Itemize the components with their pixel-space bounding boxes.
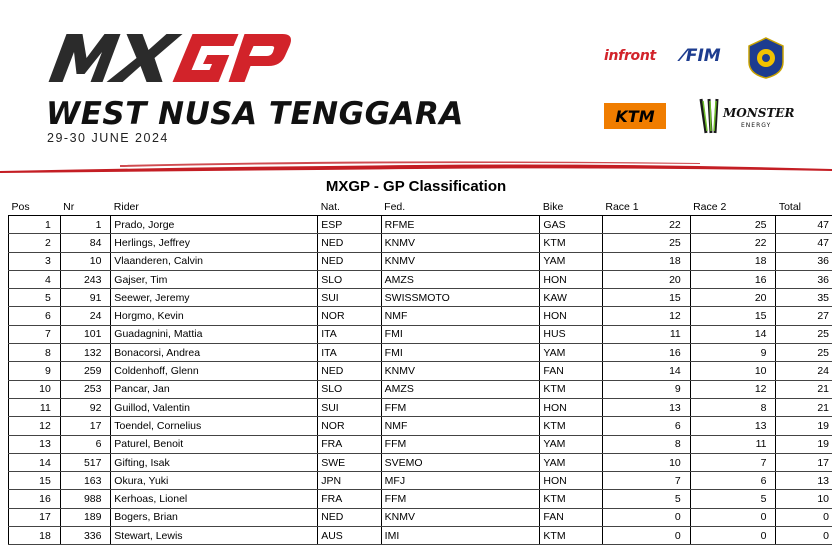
cell-nr: 189 <box>60 508 104 526</box>
cell-nat: FRA <box>318 435 375 453</box>
cell-bike: KTM <box>540 380 596 398</box>
cell-total: 10 <box>776 490 832 508</box>
cell-bike: YAM <box>540 344 596 362</box>
cell-nr: 243 <box>60 270 104 288</box>
divider-swoosh <box>0 157 832 177</box>
table-row <box>9 490 832 508</box>
document-header <box>0 0 832 170</box>
cell-race2: 11 <box>690 435 769 453</box>
table-row <box>9 527 832 545</box>
cell-rider: Guadagnini, Mattia <box>111 325 312 343</box>
cell-race1: 5 <box>602 490 683 508</box>
cell-race1: 6 <box>602 417 683 435</box>
cell-pos: 6 <box>9 307 54 325</box>
cell-race1: 0 <box>602 527 683 545</box>
table-row <box>9 472 832 490</box>
cell-race1: 12 <box>602 307 683 325</box>
table-row <box>9 508 832 526</box>
cell-race1: 16 <box>602 344 683 362</box>
event-name: WEST NUSA TENGGARA <box>46 96 464 132</box>
cell-fed: SVEMO <box>381 453 533 471</box>
cell-race2: 0 <box>690 508 769 526</box>
cell-rider: Vlaanderen, Calvin <box>111 252 312 270</box>
cell-fed: AMZS <box>381 270 533 288</box>
table-header-row <box>9 199 832 216</box>
cell-fed: NMF <box>381 417 533 435</box>
table-row <box>9 270 832 288</box>
cell-bike: HUS <box>540 325 596 343</box>
mxgp-logo <box>44 28 264 86</box>
column-header: Race 2 <box>690 199 769 216</box>
cell-nat: SUI <box>318 398 375 416</box>
cell-nr: 17 <box>60 417 104 435</box>
ktm-logo: KTM <box>604 103 666 129</box>
cell-race1: 9 <box>602 380 683 398</box>
cell-fed: FMI <box>381 344 533 362</box>
cell-rider: Stewart, Lewis <box>111 527 312 545</box>
cell-total: 0 <box>776 527 832 545</box>
cell-nat: NOR <box>318 417 375 435</box>
cell-total: 21 <box>776 380 832 398</box>
cell-race2: 18 <box>690 252 769 270</box>
cell-fed: KNMV <box>381 508 533 526</box>
cell-nr: 253 <box>60 380 104 398</box>
cell-fed: KNMV <box>381 362 533 380</box>
column-header: Fed. <box>381 199 533 216</box>
cell-pos: 7 <box>9 325 54 343</box>
cell-nr: 517 <box>60 453 104 471</box>
column-header: Pos <box>9 199 54 216</box>
cell-nr: 91 <box>60 289 104 307</box>
cell-race2: 13 <box>690 417 769 435</box>
column-header: Race 1 <box>602 199 683 216</box>
cell-rider: Herlings, Jeffrey <box>111 234 312 252</box>
cell-total: 13 <box>776 472 832 490</box>
column-header: Nr <box>60 199 104 216</box>
cell-nr: 84 <box>60 234 104 252</box>
cell-bike: YAM <box>540 435 596 453</box>
table-row <box>9 234 832 252</box>
infront-logo: infront <box>604 48 656 64</box>
cell-total: 25 <box>776 325 832 343</box>
cell-rider: Okura, Yuki <box>111 472 312 490</box>
cell-race1: 0 <box>602 508 683 526</box>
cell-fed: KNMV <box>381 234 533 252</box>
cell-bike: KTM <box>540 490 596 508</box>
cell-nr: 10 <box>60 252 104 270</box>
cell-pos: 10 <box>9 380 54 398</box>
cell-fed: IMI <box>381 527 533 545</box>
cell-pos: 17 <box>9 508 54 526</box>
cell-rider: Bogers, Brian <box>111 508 312 526</box>
cell-nr: 988 <box>60 490 104 508</box>
cell-bike: HON <box>540 270 596 288</box>
cell-pos: 8 <box>9 344 54 362</box>
cell-pos: 5 <box>9 289 54 307</box>
cell-race2: 15 <box>690 307 769 325</box>
table-row <box>9 398 832 416</box>
cell-race1: 20 <box>602 270 683 288</box>
cell-race2: 0 <box>690 527 769 545</box>
cell-nat: NED <box>318 234 375 252</box>
cell-nat: SWE <box>318 453 375 471</box>
cell-fed: KNMV <box>381 252 533 270</box>
cell-fed: RFME <box>381 216 533 234</box>
cell-race1: 22 <box>602 216 683 234</box>
cell-pos: 18 <box>9 527 54 545</box>
cell-total: 47 <box>776 216 832 234</box>
classification-table <box>8 199 832 545</box>
cell-race1: 13 <box>602 398 683 416</box>
cell-fed: SWISSMOTO <box>381 289 533 307</box>
cell-total: 36 <box>776 270 832 288</box>
table-row <box>9 453 832 471</box>
table-row <box>9 417 832 435</box>
cell-total: 47 <box>776 234 832 252</box>
cell-nr: 163 <box>60 472 104 490</box>
cell-race1: 10 <box>602 453 683 471</box>
cell-race1: 11 <box>602 325 683 343</box>
cell-rider: Kerhoas, Lionel <box>111 490 312 508</box>
monster-energy-logo <box>697 95 795 137</box>
cell-nat: SLO <box>318 270 375 288</box>
cell-total: 0 <box>776 508 832 526</box>
table-row <box>9 307 832 325</box>
classification-title: MXGP - GP Classification <box>325 178 507 195</box>
table-row <box>9 344 832 362</box>
table-row <box>9 325 832 343</box>
cell-total: 21 <box>776 398 832 416</box>
cell-nr: 132 <box>60 344 104 362</box>
cell-pos: 4 <box>9 270 54 288</box>
cell-nr: 1 <box>60 216 104 234</box>
cell-rider: Seewer, Jeremy <box>111 289 312 307</box>
cell-nat: JPN <box>318 472 375 490</box>
cell-race2: 5 <box>690 490 769 508</box>
cell-race1: 18 <box>602 252 683 270</box>
cell-rider: Gajser, Tim <box>111 270 312 288</box>
cell-nat: NED <box>318 252 375 270</box>
cell-bike: FAN <box>540 362 596 380</box>
cell-rider: Prado, Jorge <box>111 216 312 234</box>
cell-pos: 1 <box>9 216 54 234</box>
cell-race2: 20 <box>690 289 769 307</box>
cell-nat: AUS <box>318 527 375 545</box>
cell-race2: 22 <box>690 234 769 252</box>
cell-nat: NED <box>318 508 375 526</box>
cell-nat: NOR <box>318 307 375 325</box>
cell-race2: 6 <box>690 472 769 490</box>
cell-bike: KTM <box>540 234 596 252</box>
cell-total: 27 <box>776 307 832 325</box>
cell-fed: MFJ <box>381 472 533 490</box>
cell-pos: 12 <box>9 417 54 435</box>
cell-race1: 15 <box>602 289 683 307</box>
cell-race1: 7 <box>602 472 683 490</box>
column-header: Nat. <box>318 199 375 216</box>
cell-race1: 25 <box>602 234 683 252</box>
cell-total: 19 <box>776 435 832 453</box>
cell-bike: HON <box>540 307 596 325</box>
cell-nat: FRA <box>318 490 375 508</box>
cell-nat: ITA <box>318 325 375 343</box>
cell-rider: Horgmo, Kevin <box>111 307 312 325</box>
cell-race2: 7 <box>690 453 769 471</box>
table-row <box>9 435 832 453</box>
event-date: 29-30 JUNE 2024 <box>47 131 169 145</box>
cell-race2: 14 <box>690 325 769 343</box>
cell-nr: 6 <box>60 435 104 453</box>
cell-rider: Gifting, Isak <box>111 453 312 471</box>
cell-fed: FMI <box>381 325 533 343</box>
cell-nr: 336 <box>60 527 104 545</box>
cell-rider: Bonacorsi, Andrea <box>111 344 312 362</box>
cell-pos: 2 <box>9 234 54 252</box>
svg-text:MONSTER: MONSTER <box>723 106 795 120</box>
cell-race2: 10 <box>690 362 769 380</box>
cell-bike: HON <box>540 398 596 416</box>
column-header: Rider <box>111 199 312 216</box>
cell-fed: NMF <box>381 307 533 325</box>
cell-bike: YAM <box>540 453 596 471</box>
cell-nat: ITA <box>318 344 375 362</box>
cell-pos: 16 <box>9 490 54 508</box>
cell-total: 19 <box>776 417 832 435</box>
cell-nat: NED <box>318 362 375 380</box>
cell-nat: ESP <box>318 216 375 234</box>
column-header: Bike <box>540 199 596 216</box>
cell-pos: 11 <box>9 398 54 416</box>
cell-nr: 101 <box>60 325 104 343</box>
cell-bike: KTM <box>540 527 596 545</box>
cell-rider: Paturel, Benoit <box>111 435 312 453</box>
cell-nr: 24 <box>60 307 104 325</box>
table-row <box>9 289 832 307</box>
cell-pos: 15 <box>9 472 54 490</box>
cell-bike: FAN <box>540 508 596 526</box>
cell-pos: 14 <box>9 453 54 471</box>
cell-rider: Pancar, Jan <box>111 380 312 398</box>
cell-rider: Coldenhoff, Glenn <box>111 362 312 380</box>
imi-emblem-icon <box>746 36 786 80</box>
cell-nat: SUI <box>318 289 375 307</box>
cell-total: 36 <box>776 252 832 270</box>
cell-pos: 3 <box>9 252 54 270</box>
table-row <box>9 362 832 380</box>
cell-total: 35 <box>776 289 832 307</box>
cell-race2: 8 <box>690 398 769 416</box>
fim-logo: ⁄FIM <box>682 46 721 66</box>
cell-nr: 92 <box>60 398 104 416</box>
column-header: Total <box>776 199 832 216</box>
svg-text:ENERGY: ENERGY <box>741 122 772 129</box>
cell-nat: SLO <box>318 380 375 398</box>
cell-race1: 8 <box>602 435 683 453</box>
cell-nr: 259 <box>60 362 104 380</box>
cell-rider: Toendel, Cornelius <box>111 417 312 435</box>
cell-bike: GAS <box>540 216 596 234</box>
cell-pos: 13 <box>9 435 54 453</box>
cell-bike: KAW <box>540 289 596 307</box>
cell-race2: 9 <box>690 344 769 362</box>
cell-bike: KTM <box>540 417 596 435</box>
cell-pos: 9 <box>9 362 54 380</box>
cell-rider: Guillod, Valentin <box>111 398 312 416</box>
cell-fed: FFM <box>381 435 533 453</box>
cell-race2: 25 <box>690 216 769 234</box>
cell-total: 24 <box>776 362 832 380</box>
table-row <box>9 216 832 234</box>
cell-race2: 12 <box>690 380 769 398</box>
cell-bike: YAM <box>540 252 596 270</box>
cell-race1: 14 <box>602 362 683 380</box>
cell-race2: 16 <box>690 270 769 288</box>
cell-fed: FFM <box>381 398 533 416</box>
cell-total: 17 <box>776 453 832 471</box>
table-row <box>9 252 832 270</box>
cell-fed: AMZS <box>381 380 533 398</box>
cell-fed: FFM <box>381 490 533 508</box>
table-row <box>9 380 832 398</box>
cell-bike: HON <box>540 472 596 490</box>
cell-total: 25 <box>776 344 832 362</box>
